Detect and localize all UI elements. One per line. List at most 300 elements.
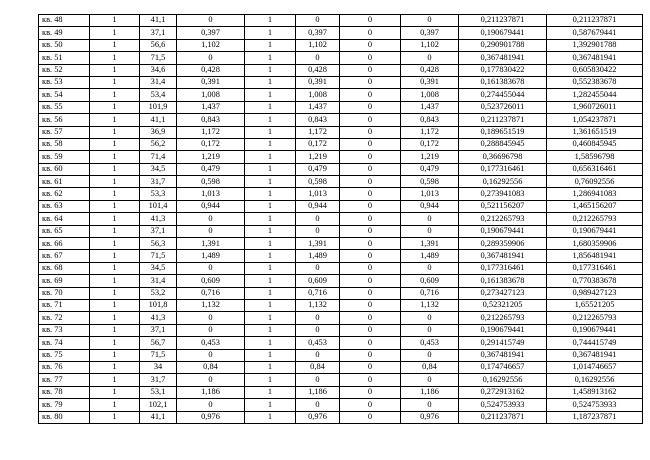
table-row xyxy=(39,138,643,150)
table-cell: 1 xyxy=(90,337,140,349)
table-cell: 0,770383678 xyxy=(547,275,643,287)
table-row xyxy=(39,76,643,88)
table-cell: 0,944 xyxy=(401,200,459,212)
table-cell: 71,5 xyxy=(140,52,177,64)
table-cell: 0 xyxy=(340,213,401,225)
table-cell: 1,132 xyxy=(177,299,245,311)
table-cell: 1 xyxy=(90,188,140,200)
table-cell: 36,9 xyxy=(140,126,177,138)
table-cell: 1 xyxy=(245,64,296,76)
table-row xyxy=(39,101,643,113)
table-cell: 0 xyxy=(340,262,401,274)
table-cell: 1 xyxy=(245,138,296,150)
table-cell: 1,465156207 xyxy=(547,200,643,212)
table-cell: 0,291415749 xyxy=(459,337,547,349)
table-row xyxy=(39,262,643,274)
table-cell: 0,453 xyxy=(177,337,245,349)
table-cell: 0 xyxy=(340,64,401,76)
table-row xyxy=(39,250,643,262)
table-cell: 0,177830422 xyxy=(459,64,547,76)
table-cell: 31,4 xyxy=(140,275,177,287)
table-cell: 71,5 xyxy=(140,349,177,361)
table-cell: 1 xyxy=(90,76,140,88)
table-cell: 1 xyxy=(90,287,140,299)
table-cell: 1 xyxy=(245,126,296,138)
table-cell: 1 xyxy=(245,250,296,262)
table-cell: 0,716 xyxy=(401,287,459,299)
table-cell: 1,458913162 xyxy=(547,386,643,398)
table-cell: 56,3 xyxy=(140,238,177,250)
table-cell: 0 xyxy=(296,213,340,225)
table-cell: 41,3 xyxy=(140,213,177,225)
table-cell: 1,187237871 xyxy=(547,411,643,423)
table-cell: 34,5 xyxy=(140,163,177,175)
table-cell: 1 xyxy=(90,151,140,163)
table-cell: 1,172 xyxy=(401,126,459,138)
table-cell: 0 xyxy=(177,15,245,27)
table-cell: 53,1 xyxy=(140,386,177,398)
table-cell: 0,843 xyxy=(401,114,459,126)
table-cell: 1 xyxy=(245,163,296,175)
table-row xyxy=(39,287,643,299)
table-row xyxy=(39,27,643,39)
apartment-table xyxy=(38,14,643,424)
table-cell: 1 xyxy=(245,399,296,411)
table-cell: 1 xyxy=(90,163,140,175)
table-cell: 0,272913162 xyxy=(459,386,547,398)
table-cell: 0 xyxy=(401,15,459,27)
table-row xyxy=(39,399,643,411)
apartment-label-cell: кв. 73 xyxy=(39,324,90,336)
table-cell: 0,274455044 xyxy=(459,89,547,101)
apartment-label-cell: кв. 58 xyxy=(39,138,90,150)
table-cell: 0 xyxy=(340,188,401,200)
table-cell: 53,4 xyxy=(140,89,177,101)
table-cell: 0,84 xyxy=(401,361,459,373)
table-row xyxy=(39,312,643,324)
table-cell: 0 xyxy=(177,225,245,237)
table-cell: 1 xyxy=(90,411,140,423)
table-cell: 0,609 xyxy=(177,275,245,287)
table-cell: 41,1 xyxy=(140,114,177,126)
table-cell: 1 xyxy=(90,64,140,76)
table-cell: 0,944 xyxy=(177,200,245,212)
table-cell: 0,656316461 xyxy=(547,163,643,175)
table-cell: 1 xyxy=(90,238,140,250)
table-row xyxy=(39,349,643,361)
table-cell: 1,391 xyxy=(296,238,340,250)
apartment-label-cell: кв. 61 xyxy=(39,176,90,188)
apartment-label-cell: кв. 54 xyxy=(39,89,90,101)
table-cell: 34 xyxy=(140,361,177,373)
table-cell: 0,391 xyxy=(401,76,459,88)
table-cell: 0 xyxy=(401,225,459,237)
table-cell: 0,212265793 xyxy=(547,312,643,324)
apartment-label-cell: кв. 72 xyxy=(39,312,90,324)
table-cell: 0 xyxy=(340,176,401,188)
table-cell: 0 xyxy=(340,200,401,212)
table-cell: 1 xyxy=(245,114,296,126)
table-cell: 1 xyxy=(90,27,140,39)
apartment-label-cell: кв. 80 xyxy=(39,411,90,423)
apartment-label-cell: кв. 52 xyxy=(39,64,90,76)
table-cell: 0 xyxy=(296,349,340,361)
apartment-label-cell: кв. 68 xyxy=(39,262,90,274)
table-cell: 0 xyxy=(340,411,401,423)
table-row xyxy=(39,15,643,27)
table-cell: 1,391 xyxy=(401,238,459,250)
table-cell: 1 xyxy=(245,52,296,64)
apartment-label-cell: кв. 75 xyxy=(39,349,90,361)
table-cell: 1 xyxy=(245,176,296,188)
table-cell: 31,7 xyxy=(140,176,177,188)
apartment-label-cell: кв. 51 xyxy=(39,52,90,64)
apartment-label-cell: кв. 79 xyxy=(39,399,90,411)
table-cell: 0 xyxy=(340,386,401,398)
table-cell: 0 xyxy=(340,163,401,175)
table-cell: 0 xyxy=(401,213,459,225)
table-cell: 101,8 xyxy=(140,299,177,311)
table-cell: 0 xyxy=(340,299,401,311)
table-cell: 1,960726011 xyxy=(547,101,643,113)
apartment-label-cell: кв. 69 xyxy=(39,275,90,287)
table-cell: 0,598 xyxy=(401,176,459,188)
table-cell: 0,716 xyxy=(177,287,245,299)
table-cell: 0,453 xyxy=(401,337,459,349)
table-cell: 56,2 xyxy=(140,138,177,150)
table-cell: 0 xyxy=(177,312,245,324)
table-cell: 0,598 xyxy=(296,176,340,188)
table-cell: 1,282455044 xyxy=(547,89,643,101)
table-cell: 0,989427123 xyxy=(547,287,643,299)
table-cell: 0,211237871 xyxy=(459,15,547,27)
table-cell: 0,189651519 xyxy=(459,126,547,138)
table-cell: 0,211237871 xyxy=(459,411,547,423)
table-cell: 0 xyxy=(340,312,401,324)
apartment-label-cell: кв. 57 xyxy=(39,126,90,138)
table-cell: 1 xyxy=(90,275,140,287)
table-cell: 0 xyxy=(340,39,401,51)
table-cell: 0,744415749 xyxy=(547,337,643,349)
apartment-label-cell: кв. 67 xyxy=(39,250,90,262)
table-cell: 0,76092556 xyxy=(547,176,643,188)
table-cell: 0,479 xyxy=(401,163,459,175)
apartment-label-cell: кв. 65 xyxy=(39,225,90,237)
table-cell: 1 xyxy=(90,114,140,126)
table-row xyxy=(39,89,643,101)
apartment-label-cell: кв. 74 xyxy=(39,337,90,349)
table-cell: 0,367481941 xyxy=(459,52,547,64)
table-cell: 0,36696798 xyxy=(459,151,547,163)
table-cell: 102,1 xyxy=(140,399,177,411)
table-cell: 1 xyxy=(245,374,296,386)
table-cell: 0,84 xyxy=(296,361,340,373)
apartment-label-cell: кв. 63 xyxy=(39,200,90,212)
table-cell: 1 xyxy=(90,250,140,262)
table-cell: 1 xyxy=(90,299,140,311)
table-cell: 0,174746657 xyxy=(459,361,547,373)
table-cell: 1,286941083 xyxy=(547,188,643,200)
table-cell: 1 xyxy=(90,52,140,64)
table-cell: 1,054237871 xyxy=(547,114,643,126)
table-cell: 0,212265793 xyxy=(459,312,547,324)
table-cell: 1,008 xyxy=(177,89,245,101)
table-cell: 1,437 xyxy=(401,101,459,113)
table-cell: 71,4 xyxy=(140,151,177,163)
table-row xyxy=(39,151,643,163)
table-row xyxy=(39,225,643,237)
table-cell: 0,84 xyxy=(177,361,245,373)
table-cell: 1,172 xyxy=(296,126,340,138)
table-cell: 0 xyxy=(177,399,245,411)
apartment-label-cell: кв. 56 xyxy=(39,114,90,126)
table-cell: 0,212265793 xyxy=(459,213,547,225)
table-cell: 1 xyxy=(90,399,140,411)
table-cell: 37,1 xyxy=(140,225,177,237)
table-cell: 1,489 xyxy=(401,250,459,262)
apartment-label-cell: кв. 55 xyxy=(39,101,90,113)
table-cell: 0,397 xyxy=(296,27,340,39)
table-cell: 0,161383678 xyxy=(459,275,547,287)
table-row xyxy=(39,52,643,64)
table-cell: 0 xyxy=(340,126,401,138)
table-cell: 0,843 xyxy=(296,114,340,126)
table-cell: 1 xyxy=(245,27,296,39)
table-cell: 1 xyxy=(90,312,140,324)
table-cell: 56,7 xyxy=(140,337,177,349)
table-cell: 1,58596798 xyxy=(547,151,643,163)
table-cell: 0,177316461 xyxy=(459,262,547,274)
table-cell: 1 xyxy=(245,312,296,324)
table-row xyxy=(39,299,643,311)
table-cell: 1 xyxy=(90,361,140,373)
table-cell: 0,605830422 xyxy=(547,64,643,76)
table-cell: 1,014746657 xyxy=(547,361,643,373)
apartment-label-cell: кв. 66 xyxy=(39,238,90,250)
table-cell: 0,16292556 xyxy=(459,176,547,188)
table-cell: 0 xyxy=(340,114,401,126)
table-cell: 0,453 xyxy=(296,337,340,349)
table-cell: 0 xyxy=(177,374,245,386)
table-cell: 53,2 xyxy=(140,287,177,299)
table-cell: 0,598 xyxy=(177,176,245,188)
table-row xyxy=(39,200,643,212)
table-cell: 0 xyxy=(296,399,340,411)
table-cell: 1 xyxy=(245,188,296,200)
apartment-label-cell: кв. 53 xyxy=(39,76,90,88)
table-cell: 0 xyxy=(296,15,340,27)
table-row xyxy=(39,324,643,336)
table-cell: 1 xyxy=(90,349,140,361)
table-cell: 0,289359906 xyxy=(459,238,547,250)
table-cell: 0,716 xyxy=(296,287,340,299)
table-cell: 0,288845945 xyxy=(459,138,547,150)
table-cell: 1 xyxy=(90,126,140,138)
table-cell: 1,186 xyxy=(296,386,340,398)
table-cell: 0 xyxy=(177,52,245,64)
table-cell: 1 xyxy=(245,89,296,101)
table-row xyxy=(39,275,643,287)
table-cell: 0,190679441 xyxy=(459,27,547,39)
table-cell: 0 xyxy=(401,262,459,274)
table-cell: 0,190679441 xyxy=(459,225,547,237)
table-cell: 1 xyxy=(245,225,296,237)
table-cell: 71,5 xyxy=(140,250,177,262)
table-cell: 1 xyxy=(90,374,140,386)
table-cell: 56,6 xyxy=(140,39,177,51)
apartment-label-cell: кв. 70 xyxy=(39,287,90,299)
table-cell: 1 xyxy=(245,411,296,423)
table-row xyxy=(39,188,643,200)
table-cell: 0,172 xyxy=(177,138,245,150)
table-cell: 0,524753933 xyxy=(459,399,547,411)
table-cell: 1,102 xyxy=(296,39,340,51)
table-cell: 0 xyxy=(340,151,401,163)
table-cell: 41,1 xyxy=(140,411,177,423)
table-cell: 0,190679441 xyxy=(459,324,547,336)
table-cell: 0,479 xyxy=(177,163,245,175)
table-cell: 1 xyxy=(90,15,140,27)
table-cell: 1 xyxy=(90,262,140,274)
table-cell: 0 xyxy=(340,76,401,88)
apartment-label-cell: кв. 71 xyxy=(39,299,90,311)
table-cell: 0,212265793 xyxy=(547,213,643,225)
table-cell: 0,177316461 xyxy=(459,163,547,175)
table-cell: 101,4 xyxy=(140,200,177,212)
table-row xyxy=(39,238,643,250)
table-cell: 0,428 xyxy=(401,64,459,76)
table-cell: 0,172 xyxy=(296,138,340,150)
table-cell: 0 xyxy=(340,349,401,361)
table-cell: 0,211237871 xyxy=(547,15,643,27)
table-cell: 1,65521205 xyxy=(547,299,643,311)
table-cell: 0 xyxy=(296,312,340,324)
apartment-label-cell: кв. 77 xyxy=(39,374,90,386)
apartment-label-cell: кв. 78 xyxy=(39,386,90,398)
table-cell: 0,843 xyxy=(177,114,245,126)
table-row xyxy=(39,176,643,188)
table-cell: 0 xyxy=(340,52,401,64)
table-cell: 0 xyxy=(401,52,459,64)
table-cell: 0 xyxy=(296,52,340,64)
table-cell: 0,190679441 xyxy=(547,225,643,237)
table-body xyxy=(39,15,643,424)
table-cell: 0,367481941 xyxy=(459,250,547,262)
table-cell: 0 xyxy=(340,399,401,411)
table-row xyxy=(39,411,643,423)
table-cell: 53,3 xyxy=(140,188,177,200)
table-row xyxy=(39,114,643,126)
table-cell: 1,013 xyxy=(296,188,340,200)
table-cell: 0 xyxy=(296,225,340,237)
table-cell: 1 xyxy=(245,337,296,349)
table-cell: 0,976 xyxy=(401,411,459,423)
table-cell: 0 xyxy=(340,324,401,336)
table-cell: 1 xyxy=(90,138,140,150)
table-cell: 1,437 xyxy=(177,101,245,113)
table-cell: 0,428 xyxy=(177,64,245,76)
table-cell: 0,177316461 xyxy=(547,262,643,274)
table-cell: 1 xyxy=(90,200,140,212)
table-cell: 0 xyxy=(340,361,401,373)
table-cell: 1,132 xyxy=(296,299,340,311)
table-cell: 0 xyxy=(177,349,245,361)
table-cell: 0 xyxy=(401,349,459,361)
table-cell: 34,6 xyxy=(140,64,177,76)
table-cell: 0,524753933 xyxy=(547,399,643,411)
table-row xyxy=(39,386,643,398)
table-cell: 37,1 xyxy=(140,324,177,336)
table-cell: 1,186 xyxy=(177,386,245,398)
table-cell: 1,013 xyxy=(401,188,459,200)
table-cell: 0,428 xyxy=(296,64,340,76)
apartment-label-cell: кв. 48 xyxy=(39,15,90,27)
table-cell: 1 xyxy=(245,349,296,361)
table-cell: 34,5 xyxy=(140,262,177,274)
table-cell: 0 xyxy=(296,262,340,274)
table-cell: 0,523726011 xyxy=(459,101,547,113)
table-row xyxy=(39,337,643,349)
table-cell: 0,521156207 xyxy=(459,200,547,212)
table-cell: 0,944 xyxy=(296,200,340,212)
apartment-label-cell: кв. 49 xyxy=(39,27,90,39)
table-row xyxy=(39,126,643,138)
table-cell: 1,219 xyxy=(401,151,459,163)
table-cell: 0 xyxy=(401,374,459,386)
table-cell: 1 xyxy=(245,101,296,113)
table-cell: 1 xyxy=(245,287,296,299)
apartment-table-container xyxy=(38,14,643,424)
apartment-label-cell: кв. 59 xyxy=(39,151,90,163)
apartment-label-cell: кв. 62 xyxy=(39,188,90,200)
table-cell: 0 xyxy=(340,275,401,287)
table-cell: 1 xyxy=(245,76,296,88)
table-cell: 1 xyxy=(245,213,296,225)
table-cell: 0 xyxy=(340,89,401,101)
table-cell: 1 xyxy=(90,176,140,188)
table-cell: 0 xyxy=(340,250,401,262)
table-cell: 1,489 xyxy=(177,250,245,262)
table-cell: 0 xyxy=(340,27,401,39)
table-cell: 0,367481941 xyxy=(547,349,643,361)
table-cell: 1,361651519 xyxy=(547,126,643,138)
table-cell: 0 xyxy=(401,312,459,324)
table-cell: 1 xyxy=(90,386,140,398)
table-cell: 0,552383678 xyxy=(547,76,643,88)
table-cell: 0 xyxy=(340,101,401,113)
table-cell: 0,976 xyxy=(177,411,245,423)
table-cell: 0,587679441 xyxy=(547,27,643,39)
table-row xyxy=(39,374,643,386)
table-cell: 0 xyxy=(296,374,340,386)
table-cell: 0 xyxy=(177,262,245,274)
table-cell: 0 xyxy=(340,287,401,299)
table-cell: 1,013 xyxy=(177,188,245,200)
table-cell: 0,460845945 xyxy=(547,138,643,150)
table-cell: 1 xyxy=(245,386,296,398)
table-cell: 1 xyxy=(90,225,140,237)
table-cell: 0,16292556 xyxy=(459,374,547,386)
table-cell: 1 xyxy=(90,39,140,51)
table-row xyxy=(39,64,643,76)
table-cell: 1 xyxy=(90,213,140,225)
table-cell: 0 xyxy=(340,15,401,27)
apartment-label-cell: кв. 76 xyxy=(39,361,90,373)
table-cell: 0,367481941 xyxy=(459,349,547,361)
table-cell: 0 xyxy=(177,324,245,336)
table-cell: 0,479 xyxy=(296,163,340,175)
table-cell: 1,132 xyxy=(401,299,459,311)
